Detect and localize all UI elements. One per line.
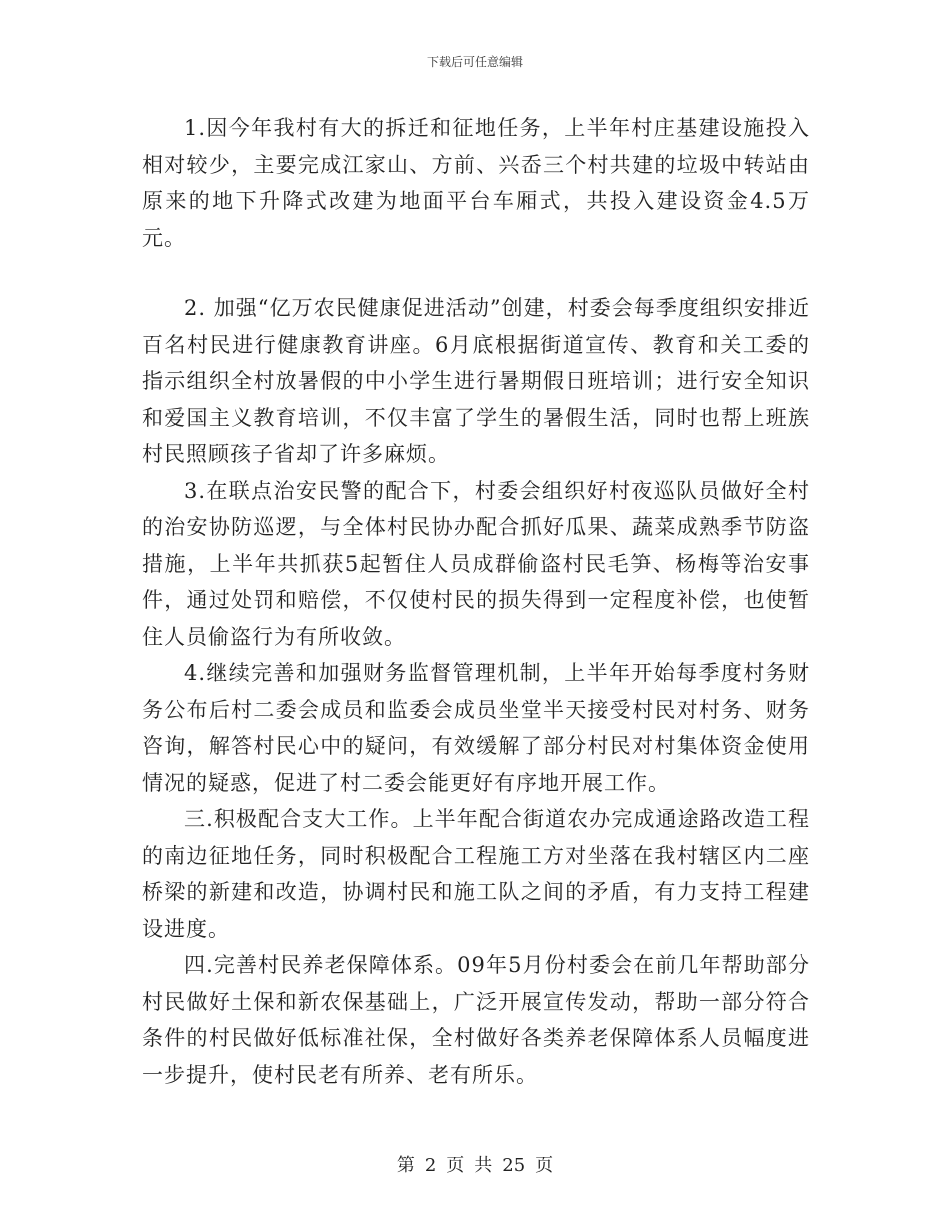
footer-prefix: 第 [396,1155,415,1176]
paragraph-item-3: 3.在联点治安民警的配合下，村委会组织好村夜巡队员做好全村的治安协防巡逻，与全体村民协办配合抓好瓜果、蔬菜成熟季节防盗措施，上半年共抓获5起暂住人员成群偷盗村民毛笋、杨梅等治安事件，通过处罚和赔偿，不仅使村民的损失得到一定程度补偿，也使暂住人员偷盗行为有所收敛。 [142,478,810,649]
total-pages-number: 25 [502,1155,526,1176]
current-page-number: 2 [424,1155,437,1176]
paragraph-item-2: 2. 加强“亿万农民健康促进活动”创建，村委会每季度组织安排近百名村民进行健康教育讲座。6月底根据街道宣传、教育和关工委的指示组织全村放暑假的中小学生进行暑期假日班培训；进行安全知识和爱国主义教育培训，不仅丰富了学生的暑假生活，同时也帮上班族村民照顾孩子省却了许多麻烦。 [142,296,810,466]
footer-total-word: 共 [474,1155,493,1176]
page-header: 下载后可任意编辑 [426,55,523,69]
footer-page-word: 页 [446,1155,465,1176]
page-footer [0,1151,950,1177]
paragraph-item-1: 1.因今年我村有大的拆迁和征地任务，上半年村庄基建设施投入相对较少，主要完成江家山、方前、兴岙三个村共建的垃圾中转站由原来的地下升降式改建为地面平台车厢式，共投入建设资金4.5万元。 [142,116,810,250]
document-body [142,110,810,1093]
paragraph-section-four: 四.完善村民养老保障体系。09年5月份村委会在前几年帮助部分村民做好土保和新农保基础上，广泛开展宣传发动，帮助一部分符合条件的村民做好低标准社保，全村做好各类养老保障体系人员幅度进一步提升，使村民老有所养、老有所乐。 [142,953,810,1087]
footer-suffix: 页 [535,1155,554,1176]
paragraph-item-4: 4.继续完善和加强财务监督管理机制，上半年开始每季度村务财务公布后村二委会成员和监委会成员坐堂半天接受村民对村务、财务咨询，解答村民心中的疑问，有效缓解了部分村民对村集体资金使用情况的疑惑，促进了村二委会能更好有序地开展工作。 [142,661,810,795]
paragraph-section-three: 三.积极配合支大工作。上半年配合街道农办完成通途路改造工程的南边征地任务，同时积极配合工程施工方对坐落在我村辖区内二座桥梁的新建和改造，协调村民和施工队之间的矛盾，有力支持工程建设进度。 [142,807,810,941]
